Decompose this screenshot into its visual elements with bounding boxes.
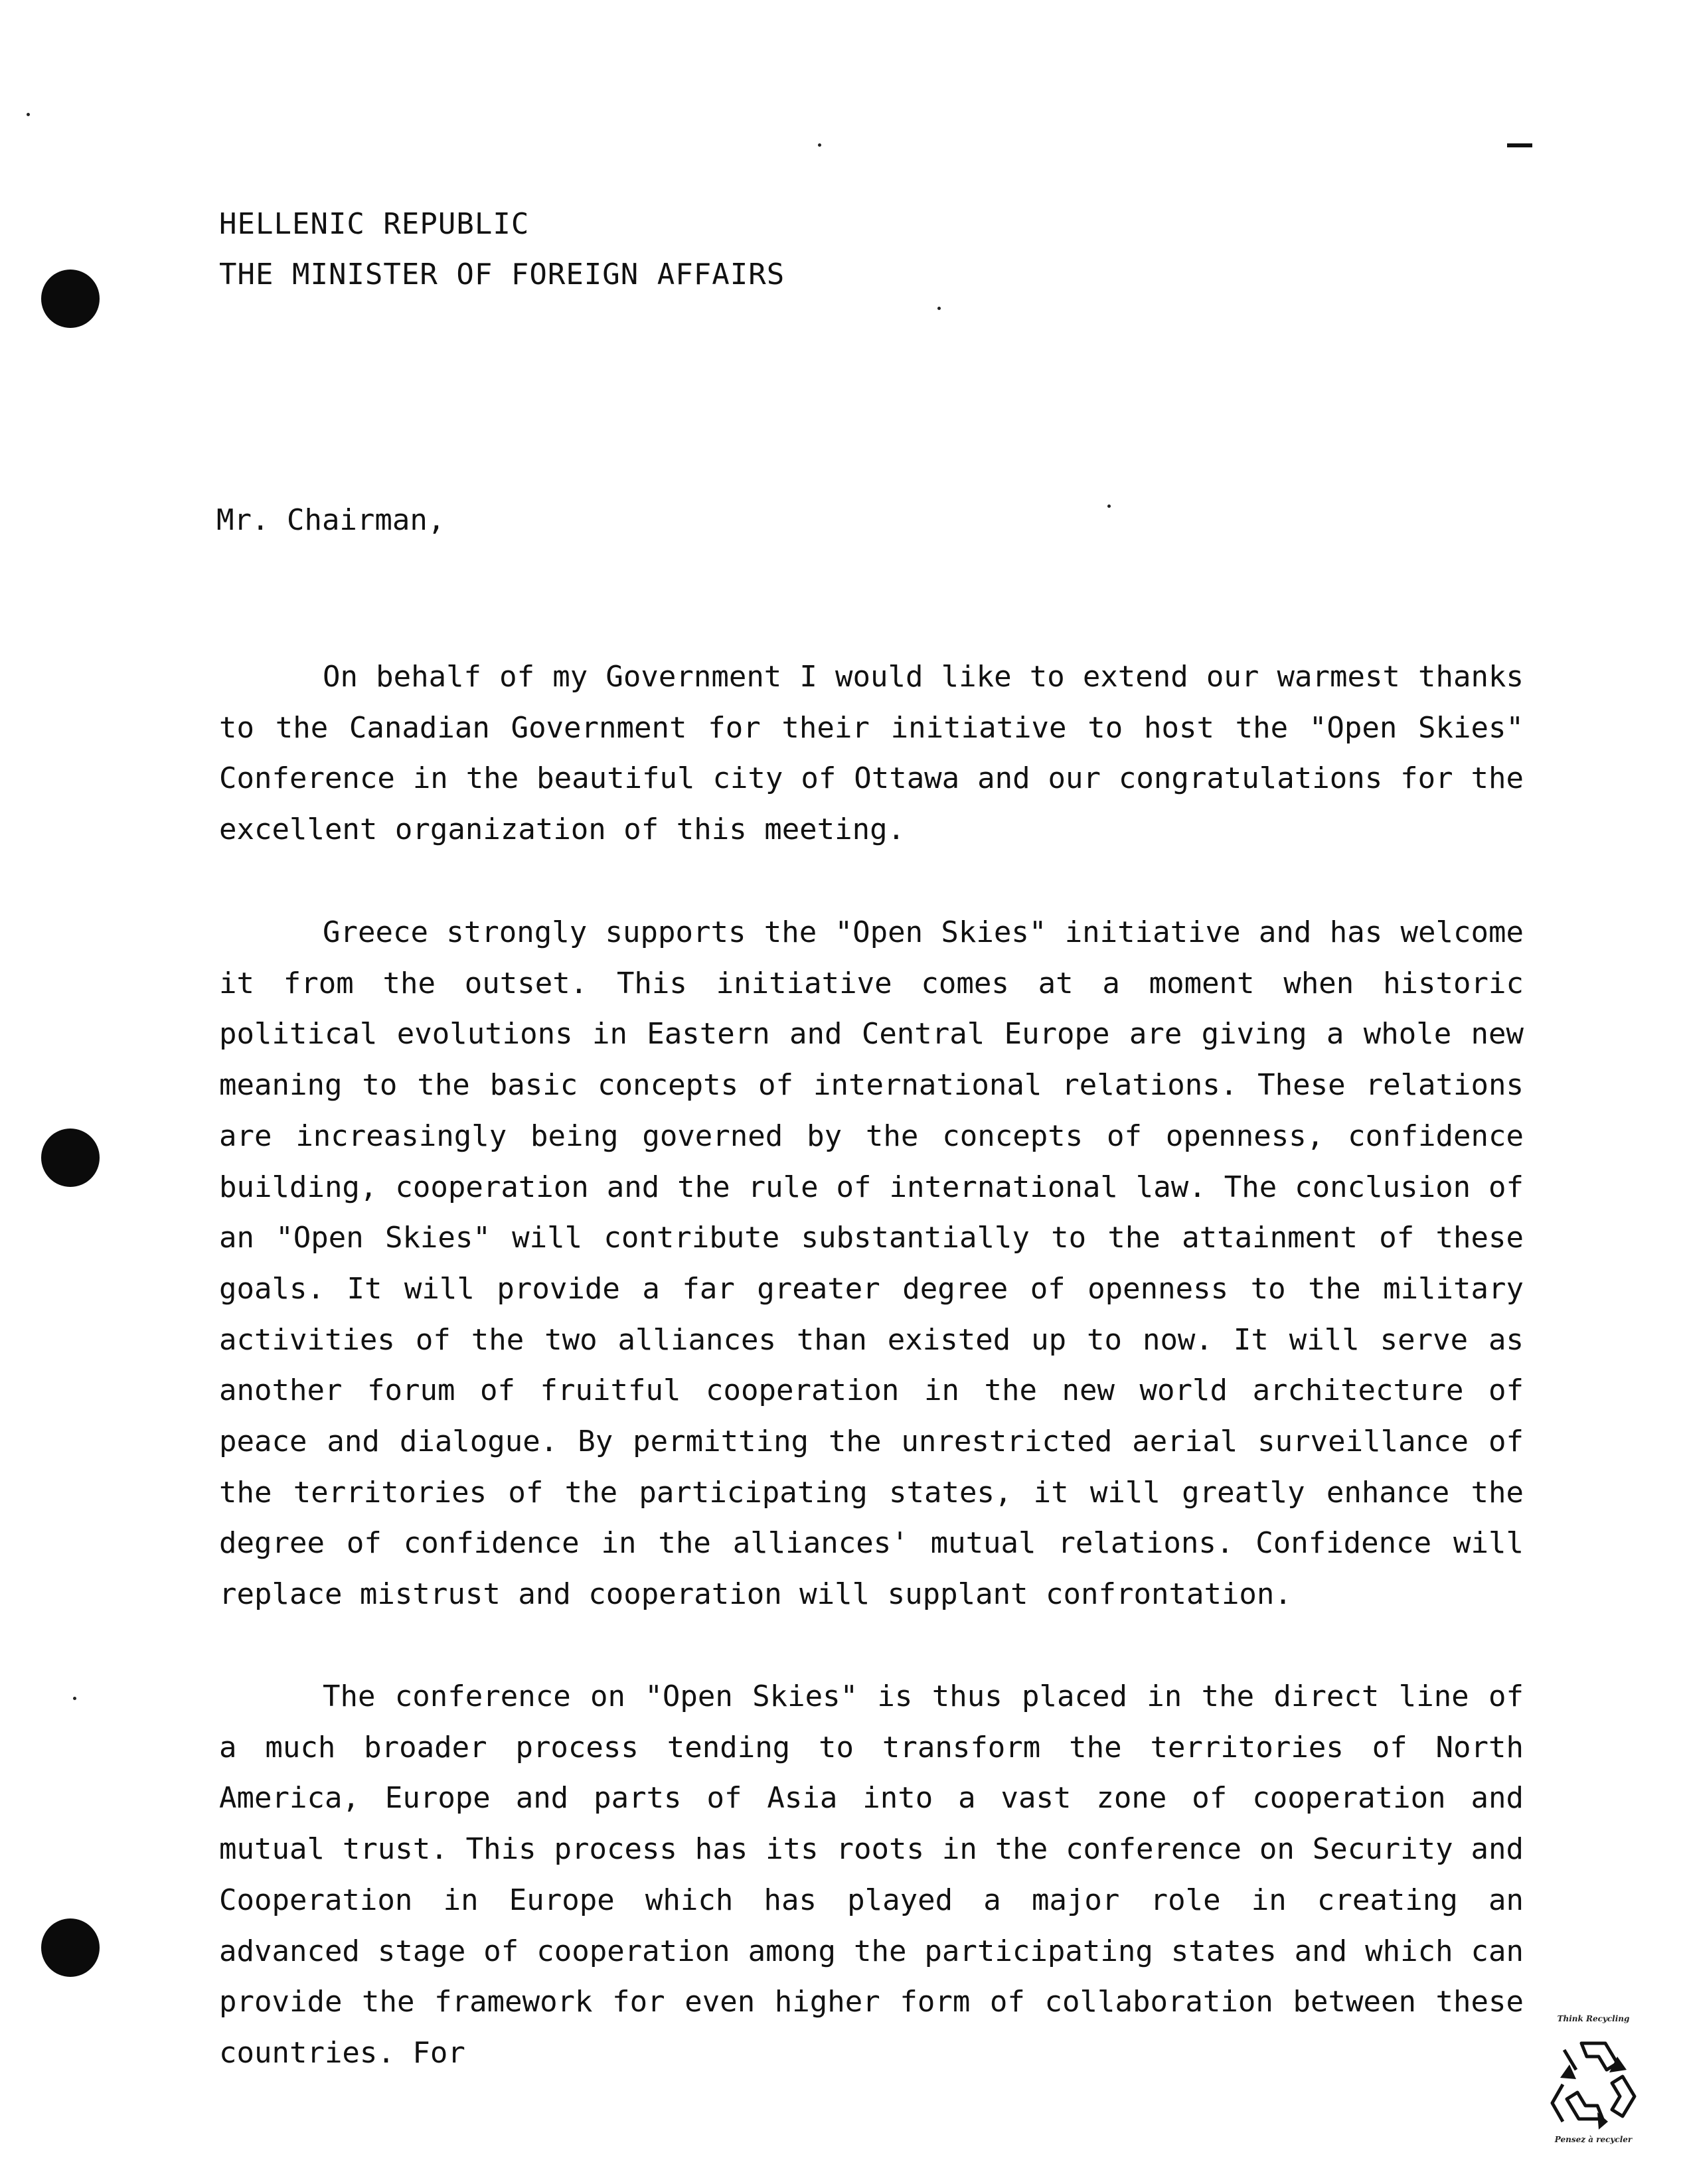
recycle-logo-top-text: Think Recycling (1557, 2014, 1630, 2023)
recycle-icon (1543, 2030, 1644, 2130)
salutation: Mr. Chairman, (216, 503, 445, 537)
scan-speck (818, 143, 821, 147)
letterhead-office: THE MINISTER OF FOREIGN AFFAIRS (219, 258, 785, 291)
letterhead-country: HELLENIC REPUBLIC (219, 207, 530, 241)
scan-speck (937, 307, 941, 310)
punch-hole-bottom (41, 1918, 100, 1977)
recycle-logo (1538, 2014, 1649, 2147)
scan-speck (1107, 505, 1111, 508)
recycle-logo-bottom-text: Pensez à recycler (1554, 2135, 1633, 2144)
scan-speck (27, 113, 30, 116)
scan-speck (73, 1697, 76, 1700)
paragraph-3: The conference on "Open Skies" is thus placed in the direct line of a much broader process tending to transform the territories of North America, Europe and parts of Asia into a vast zone of cooperation and mutual trust. This process has its roots in the conference on Security and Cooperation in Europe which has played a major role in creating an advanced stage of cooperation among the participating states and which can provide the framework for even higher form of collaboration between these countries. For (219, 1679, 1524, 2070)
punch-hole-middle (41, 1129, 100, 1187)
letterhead (219, 199, 785, 300)
punch-hole-top (41, 270, 100, 328)
paragraph-1: On behalf of my Government I would like to extend our warmest thanks to the Canadian Government for their initiative to host the "Open Skies" Conference in the beautiful city of Ottawa and our congratulations for the excellent organization of this meeting. (219, 660, 1524, 847)
scan-mark (1507, 143, 1532, 147)
paragraph-2: Greece strongly supports the "Open Skies" initiative and has welcome it from the outset. This initiative comes at a moment when historic political evolutions in Eastern and Central Europe are giving a whole new meaning to the basic concepts of international relations. These relations are increasingly being governed by the concepts of openness, confidence building, cooperation and the rule of international law. The conclusion of an "Open Skies" will contribute substantially to the attainment of these goals. It will provide a far greater degree of openness to the military activities of the two alliances than existed up to now. It will serve as another forum of fruitful cooperation in the new world architecture of peace and dialogue. By permitting the unrestricted aerial surveillance of the territories of the participating states, it will greatly enhance the degree of confidence in the alliances' mutual relations. Confidence will replace mistrust and cooperation will supplant confrontation. (219, 915, 1524, 1612)
